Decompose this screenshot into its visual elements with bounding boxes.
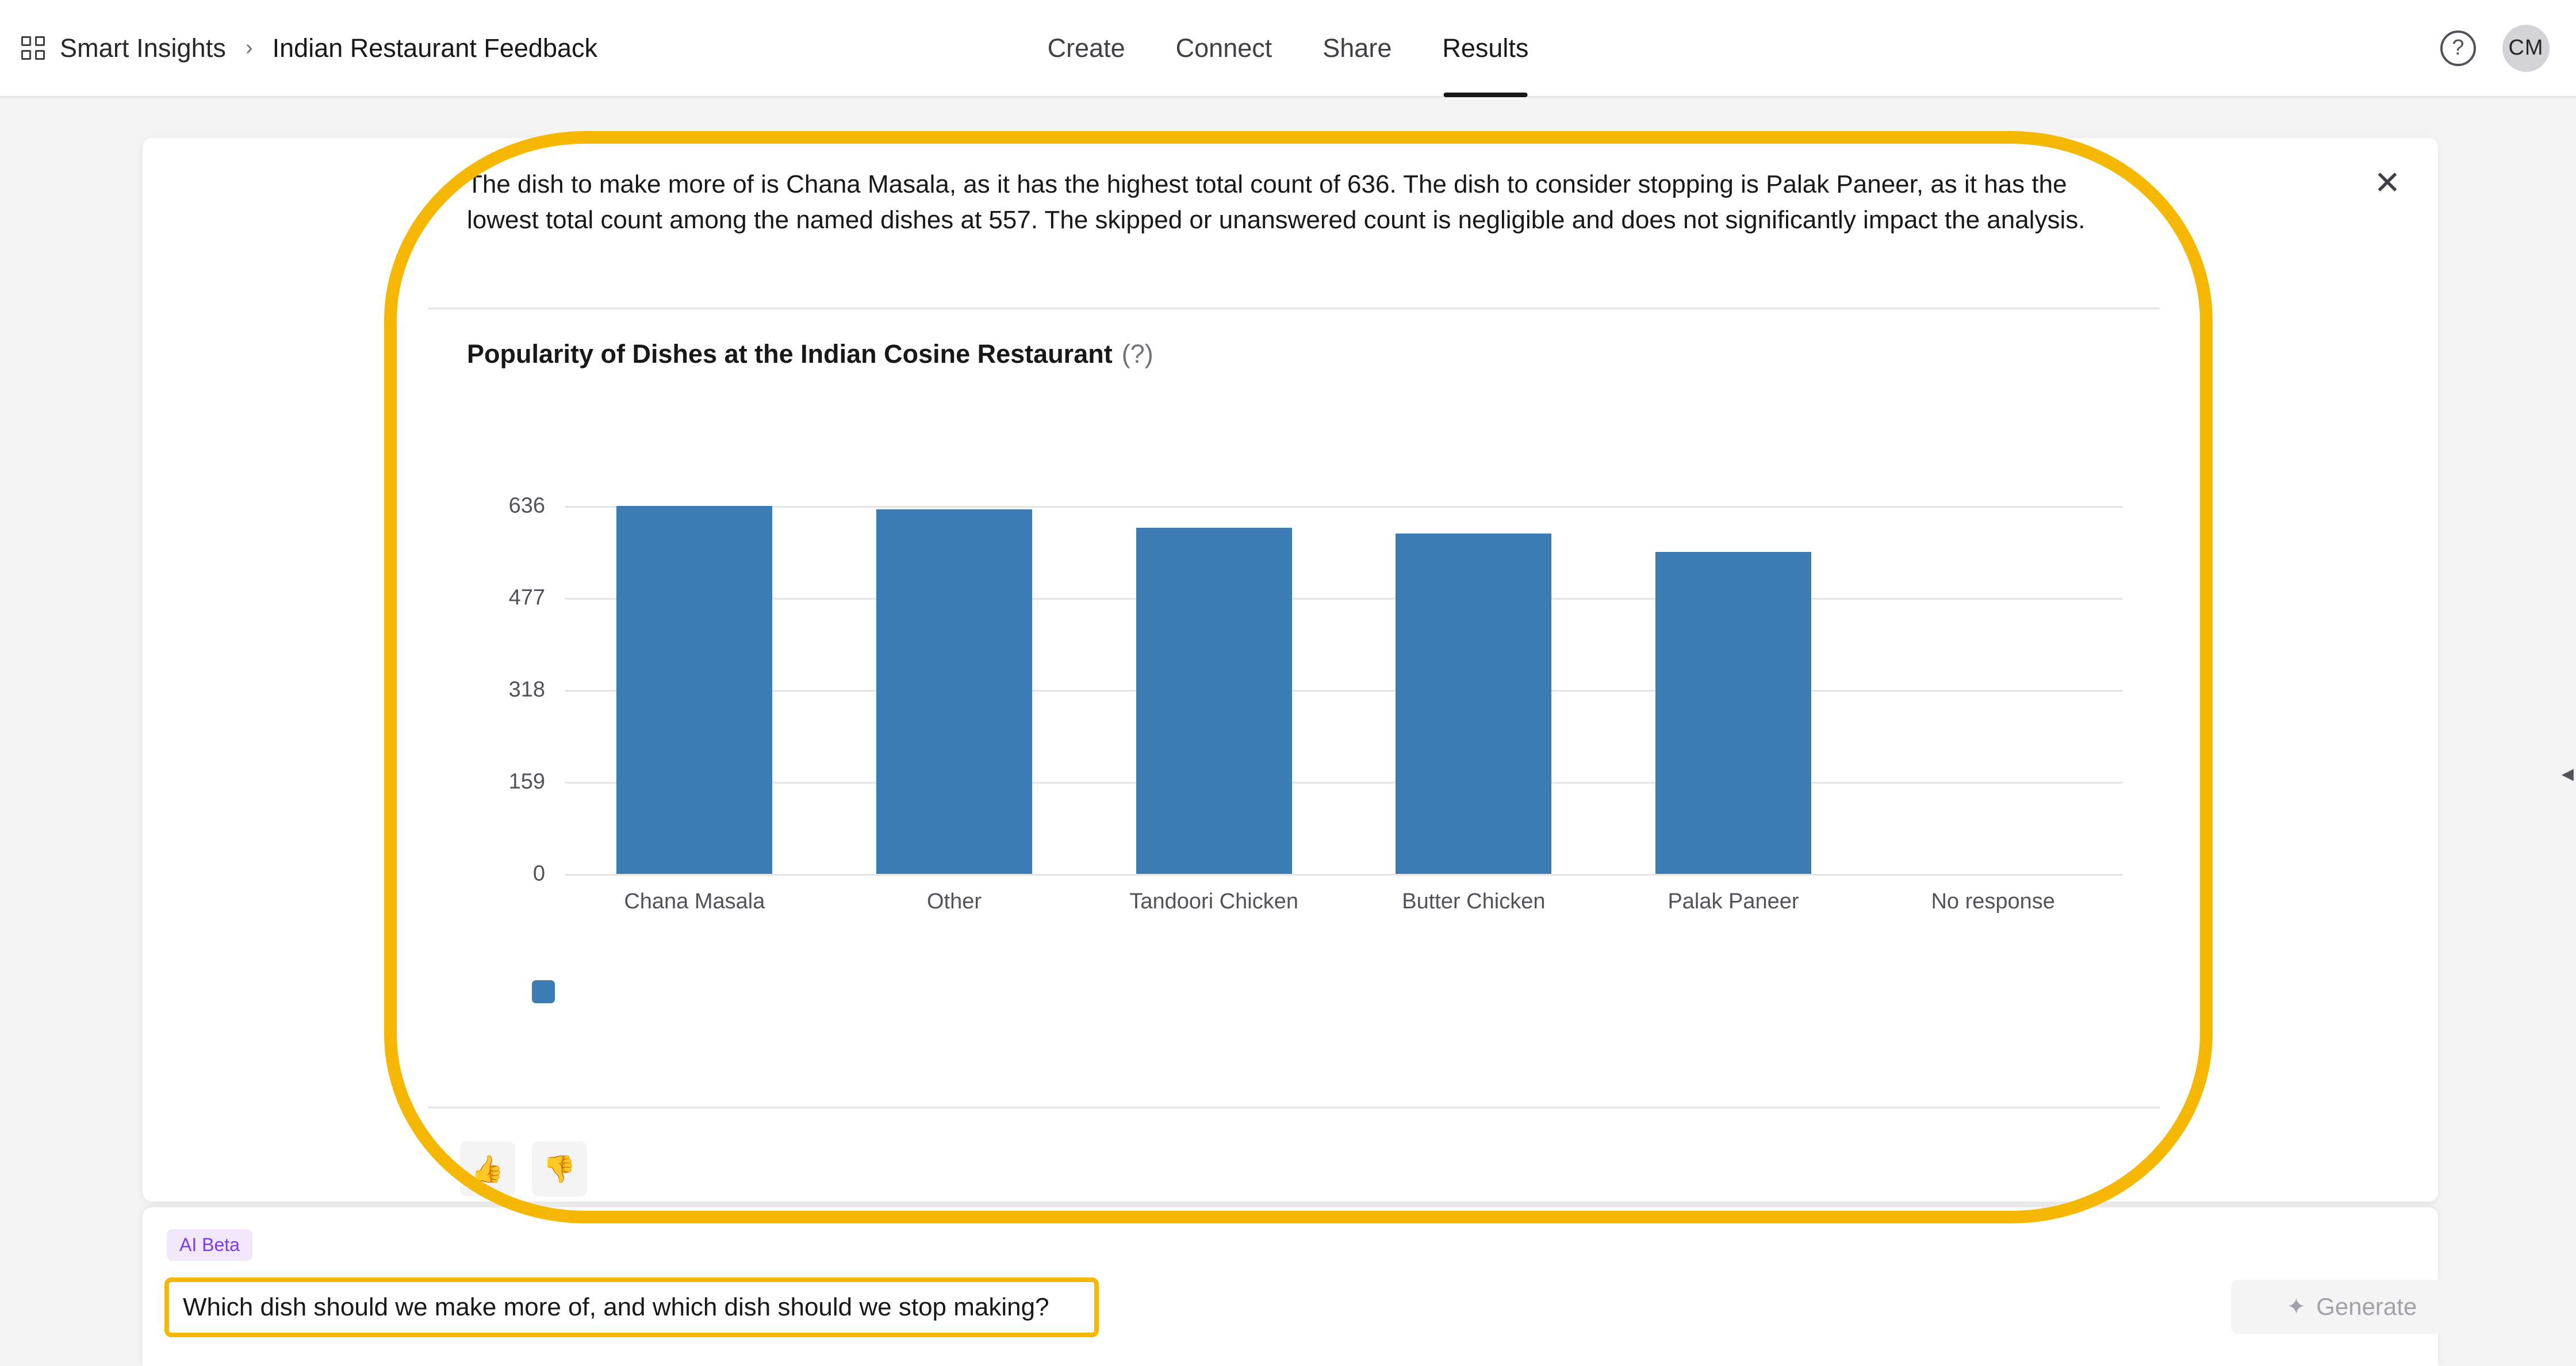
- ai-summary-text: The dish to make more of is Chana Masala, as it has the highest total count of 636. The dish to consider stopping is Palak Paneer, as it has the lowest total count among the named dishes at 557. The skipped or unanswered count is negligible and does not significantly impact the analysis.: [467, 170, 2086, 235]
- x-label-other: Other: [926, 889, 982, 914]
- tab-create[interactable]: Create: [1047, 33, 1125, 63]
- generate-button[interactable]: [2231, 1280, 2472, 1334]
- chart-bars: [565, 506, 2123, 874]
- y-tick-label: 318: [508, 677, 545, 702]
- y-tick-label: 477: [508, 585, 545, 610]
- gridline: [532, 861, 2123, 886]
- chart-title: [467, 339, 1153, 369]
- close-icon[interactable]: ✕: [2374, 164, 2401, 201]
- bar-tandoori-chicken[interactable]: [1136, 528, 1292, 874]
- legend-swatch: [532, 980, 555, 1003]
- x-label-no-response: No response: [1931, 889, 2055, 914]
- prompt-input[interactable]: Which dish should we make more of, and which dish should we stop making?: [164, 1277, 1099, 1337]
- panel-divider-bottom: [428, 1107, 2160, 1108]
- tab-connect[interactable]: Connect: [1175, 33, 1272, 63]
- bar-palak-paneer[interactable]: [1655, 552, 1811, 874]
- survey-title: Indian Restaurant Feedback: [272, 33, 598, 63]
- nav-tabs: [1022, 0, 1554, 97]
- y-tick-label: 0: [532, 861, 545, 886]
- bar-chart: [467, 493, 2123, 886]
- tab-share[interactable]: Share: [1322, 33, 1392, 63]
- grid-icon[interactable]: [20, 35, 46, 62]
- tab-results[interactable]: Results: [1417, 0, 1554, 97]
- bar-slot: [1863, 506, 2123, 874]
- bar-slot: [1084, 506, 1344, 874]
- bar-slot: [1344, 506, 1604, 874]
- x-label-chana-masala: Chana Masala: [624, 889, 765, 914]
- y-tick-label: 159: [508, 769, 545, 794]
- chart-title-hint: (?): [1121, 339, 1153, 369]
- thumbs-up-button[interactable]: 👍: [460, 1141, 515, 1196]
- avatar[interactable]: CM: [2502, 25, 2550, 72]
- chart-plot-area: [508, 493, 2123, 886]
- chart-title-text: Popularity of Dishes at the Indian Cosine Restaurant: [467, 339, 1113, 369]
- x-label-tandoori-chicken: Tandoori Chicken: [1129, 889, 1298, 914]
- panel-divider-top: [428, 308, 2160, 309]
- x-label-butter-chicken: Butter Chicken: [1402, 889, 1546, 914]
- nav-right-actions: [2440, 25, 2550, 72]
- sparkle-icon: ✦: [2286, 1294, 2306, 1319]
- bar-slot: [825, 506, 1084, 874]
- y-tick-label: 636: [508, 493, 545, 518]
- bar-butter-chicken[interactable]: [1396, 534, 1551, 874]
- bar-chana-masala[interactable]: [616, 506, 772, 874]
- bar-slot: [565, 506, 825, 874]
- bar-other[interactable]: [876, 509, 1032, 874]
- bar-slot: [1604, 506, 1864, 874]
- collapse-arrow-icon[interactable]: ◂: [2561, 759, 2574, 786]
- x-label-palak-paneer: Palak Paneer: [1667, 889, 1799, 914]
- ai-beta-badge: AI Beta: [167, 1229, 252, 1261]
- ai-prompt-bar: [143, 1207, 2438, 1366]
- chevron-right-icon: ›: [246, 36, 253, 60]
- help-icon[interactable]: ?: [2440, 30, 2476, 66]
- thumbs-down-button[interactable]: 👎: [532, 1141, 587, 1196]
- top-navigation-bar: [0, 0, 2576, 98]
- generate-button-label: Generate: [2316, 1293, 2417, 1320]
- breadcrumb: [0, 33, 597, 63]
- chart-x-axis-labels: [565, 888, 2123, 916]
- brand-name[interactable]: Smart Insights: [60, 33, 226, 63]
